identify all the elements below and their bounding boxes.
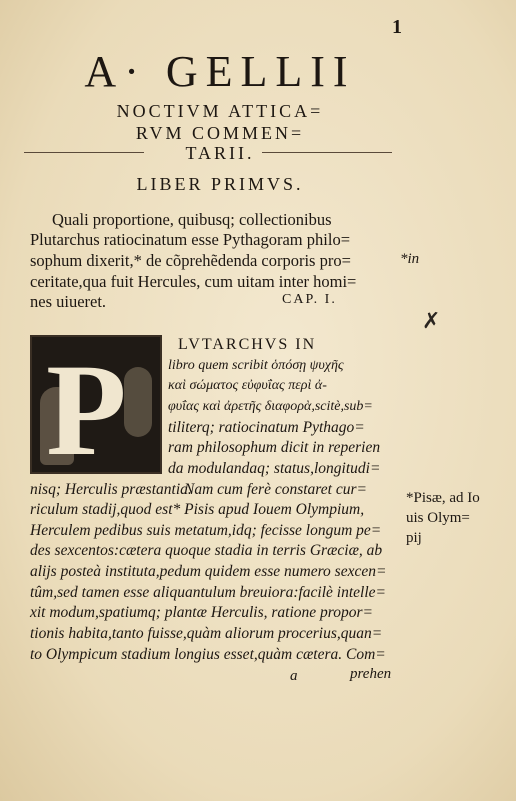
initial-letter: P [46, 336, 127, 483]
subtitle-line-3: TARII. [185, 143, 255, 163]
text-line: φυΐας καὶ ἀρετῆς διαφορὰ,scitè,sub= [168, 399, 373, 414]
subtitle-line-2: RVM COMMEN= [135, 123, 305, 143]
handwritten-mark: ✗ [422, 308, 441, 333]
page-title: A· GELLII [84, 47, 356, 96]
text-line: da modulandaq; status,longitudi= [168, 460, 381, 477]
text-line: Nam cum ferè constaret cur= [184, 481, 367, 498]
margin-note-pisae: pij [406, 530, 422, 546]
text-line: LVTARCHVS IN [178, 336, 317, 353]
text-line: ram philosophum dicit in reperien [168, 439, 381, 456]
book-heading: LIBER PRIMVS. [136, 174, 304, 194]
text-line: to Olympicum stadium longius esset,quàm cætera. Com= [30, 646, 386, 663]
text-line: des sexcentos:cætera quoque stadia in terris Græciæ, ab [30, 542, 383, 559]
margin-note-pisae: uis Olym= [406, 510, 470, 526]
text-line: καὶ σώματος εὐφυΐας περὶ ἀ- [168, 378, 327, 393]
margin-note-pisae: *Pisæ, ad Io [406, 490, 480, 506]
ornament-rule-right [262, 152, 392, 153]
chapter-summary-line: sophum dixerit,* de cõprehẽdenda corporis pro= [30, 251, 351, 270]
chapter-summary-line: nes uiueret. [30, 292, 107, 311]
text-line: tiliterq; ratiocinatum Pythago= [168, 419, 365, 436]
text-line: tûm,sed tamen esse aliquantulum breuiora:facilè intelle= [30, 584, 386, 601]
text-line: libro quem scribit ὁπόσῃ ψυχῆς [168, 358, 344, 373]
text-line: tionis habita,tanto fuisse,quàm aliorum procerius,quan= [30, 625, 383, 642]
chapter-label: CAP. I. [282, 292, 337, 307]
chapter-summary-line: Plutarchus ratiocinatum esse Pythagoram philo= [30, 230, 350, 249]
putto-figure-right [124, 367, 152, 437]
decorated-initial [30, 335, 162, 483]
chapter-summary-line: Quali proportione, quibusq; collectionibus [52, 210, 332, 229]
subtitle-line-1: NOCTIVM ATTICA= [116, 101, 324, 121]
text-line: Herculem pedibus suis metatum,idq; fecisse longum pe= [30, 522, 382, 539]
signature-mark: a [290, 668, 298, 684]
page-number: 1 [392, 16, 402, 38]
margin-note-in: *in [400, 251, 420, 267]
catchword: prehen [350, 666, 392, 682]
chapter-summary-line: ceritate,qua fuit Hercules, cum uitam inter homi= [30, 272, 357, 291]
text-line: xit modum,spatiumq; plantæ Herculis, ratione propor= [30, 604, 373, 621]
text-line: nisq; Herculis præstantia. [30, 481, 192, 498]
text-line: alijs posteà instituta,pedum quidem esse numero sexcen= [30, 563, 387, 580]
text-line: riculum stadij,quod est* Pisis apud Iouem Olympium, [30, 501, 365, 518]
